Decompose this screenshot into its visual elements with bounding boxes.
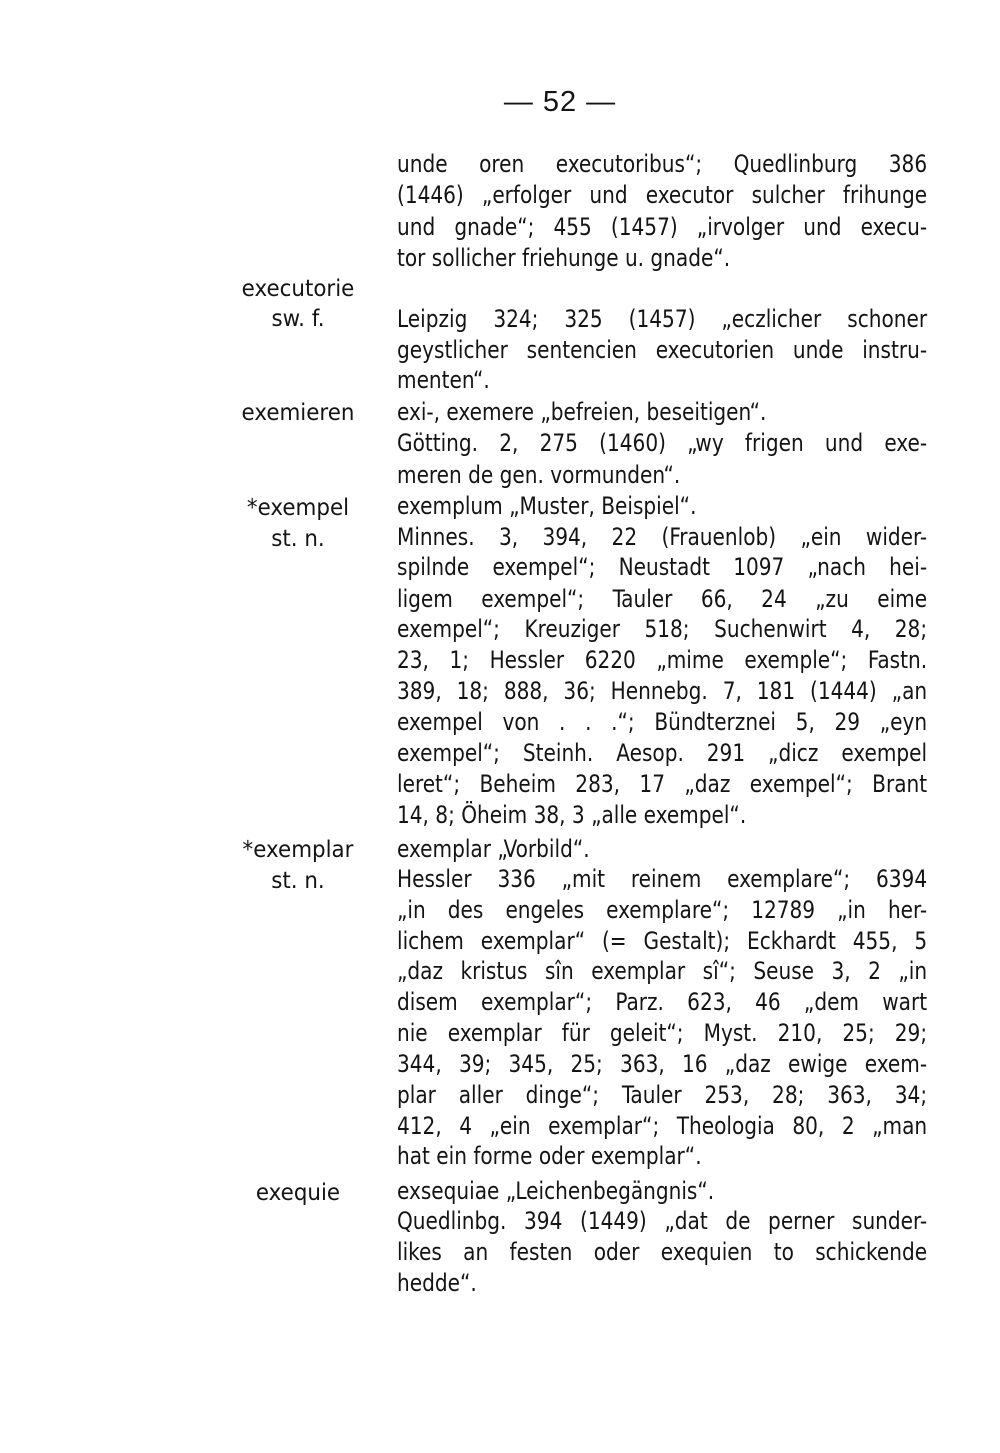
body-line: exi-, exemere „befreien, beseitigen“. xyxy=(397,398,767,426)
headword: exequie xyxy=(255,1180,341,1206)
body-line: Götting. 2, 275 (1460) „wy frigen und exe- xyxy=(397,429,928,457)
body-line: exemplum „Muster, Beispiel“. xyxy=(397,492,697,520)
body-line: „in des engeles exemplare“; 12789 „in her- xyxy=(397,896,928,924)
body-line: exempel“; Kreuziger 518; Suchenwirt 4, 28; xyxy=(397,615,928,643)
body-line: 14, 8; Öheim 38, 3 „alle exempel“. xyxy=(397,801,747,829)
body-line: nie exemplar für geleit“; Myst. 210, 25; 29; xyxy=(397,1019,928,1047)
body-line: plar aller dinge“; Tauler 253, 28; 363, 34; xyxy=(397,1081,928,1109)
body-line: 23, 1; Hessler 6220 „mime exemple“; Fastn. xyxy=(397,646,928,674)
body-line: ligem exempel“; Tauler 66, 24 „zu eime xyxy=(397,585,928,613)
body-line: Leipzig 324; 325 (1457) „eczlicher schoner xyxy=(397,305,928,333)
body-line: likes an festen oder exequien to schickende xyxy=(397,1238,928,1266)
body-line: lichem exemplar“ (= Gestalt); Eckhardt 455, 5 xyxy=(397,927,928,955)
body-line: geystlicher sentencien executorien unde instru- xyxy=(397,336,928,364)
body-line: spilnde exempel“; Neustadt 1097 „nach hei- xyxy=(397,553,928,581)
body-line: Hessler 336 „mit reinem exemplare“; 6394 xyxy=(397,865,928,893)
body-line: 389, 18; 888, 36; Hennebg. 7, 181 (1444) „an xyxy=(397,677,928,705)
body-line: meren de gen. vormunden“. xyxy=(397,461,681,489)
body-line: exemplar „Vorbild“. xyxy=(397,835,590,863)
body-line: tor sollicher friehunge u. gnade“. xyxy=(397,244,731,272)
body-line: leret“; Beheim 283, 17 „daz exempel“; Brant xyxy=(397,770,928,798)
body-line: hat ein forme oder exemplar“. xyxy=(397,1142,702,1170)
headword: exemieren xyxy=(241,400,355,426)
body-line: 412, 4 „ein exemplar“; Theologia 80, 2 „man xyxy=(397,1112,928,1140)
headword: executorie xyxy=(241,276,355,302)
body-line: 344, 39; 345, 25; 363, 16 „daz ewige exem- xyxy=(397,1050,928,1078)
grammar-label: sw. f. xyxy=(271,306,325,332)
body-line: disem exemplar“; Parz. 623, 46 „dem wart xyxy=(397,988,928,1016)
headword: *exemplar xyxy=(242,837,354,863)
body-line: (1446) „erfolger und executor sulcher frihunge xyxy=(397,181,928,209)
grammar-label: st. n. xyxy=(271,868,325,894)
body-line: hedde“. xyxy=(397,1269,477,1297)
body-line: „daz kristus sîn exemplar sî“; Seuse 3, 2 „in xyxy=(397,957,928,985)
body-line: exempel von . . .“; Bündterznei 5, 29 „eyn xyxy=(397,708,928,736)
grammar-label: st. n. xyxy=(271,526,325,552)
page-number: — 52 — xyxy=(503,86,617,118)
body-line: exempel“; Steinh. Aesop. 291 „dicz exempel xyxy=(397,739,928,767)
body-line: unde oren executoribus“; Quedlinburg 386 xyxy=(397,150,928,178)
body-line: Quedlinbg. 394 (1449) „dat de perner sunder- xyxy=(397,1207,928,1235)
headword: *exempel xyxy=(246,495,350,521)
body-line: menten“. xyxy=(397,366,490,394)
body-line: Minnes. 3, 394, 22 (Frauenlob) „ein wider- xyxy=(397,523,928,551)
body-line: exsequiae „Leichenbegängnis“. xyxy=(397,1177,715,1205)
body-line: und gnade“; 455 (1457) „irvolger und execu- xyxy=(397,213,928,241)
